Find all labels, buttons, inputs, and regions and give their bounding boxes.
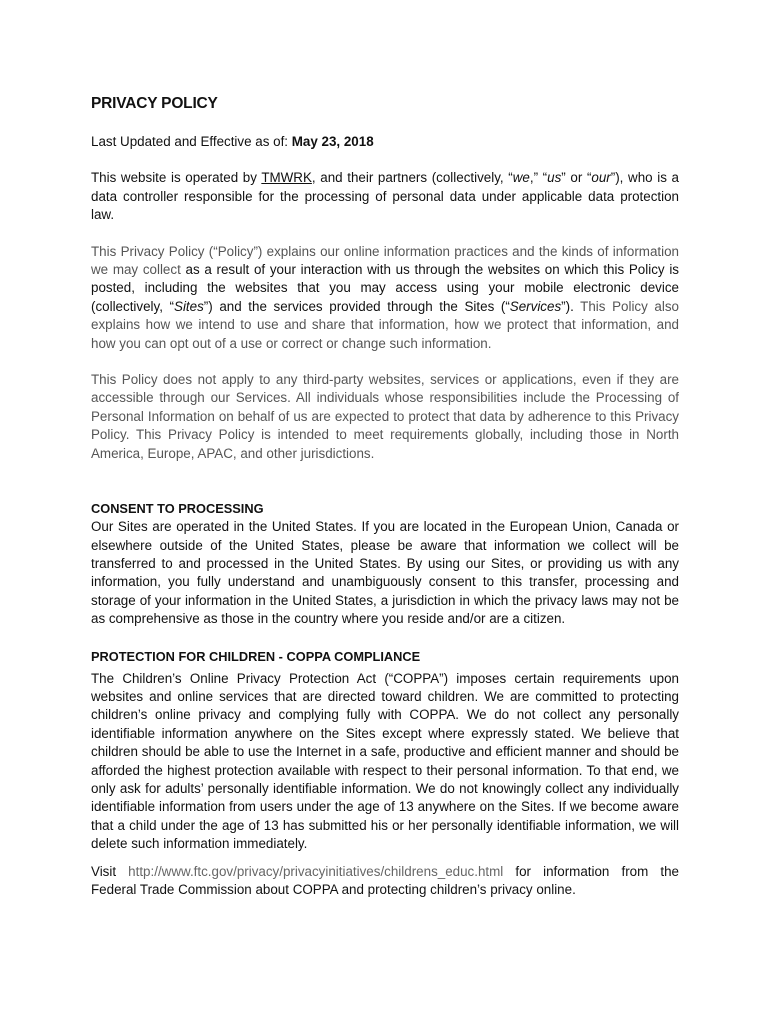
intro-text-2: , and their partners (collectively, “ — [311, 170, 513, 186]
coppa-heading: PROTECTION FOR CHILDREN - COPPA COMPLIANCE — [91, 648, 421, 664]
term-our: our — [591, 170, 611, 186]
intro-paragraph — [91, 169, 679, 224]
policy-text-dark-2: ”) and the services provided through the Sites (“ — [203, 298, 510, 314]
visit-text: Visit — [91, 863, 129, 879]
last-updated-line — [91, 133, 679, 151]
policy-text-dark-3: ”). — [561, 298, 574, 314]
policy-paragraph — [91, 243, 679, 353]
scope-paragraph: This Policy does not apply to any third-party websites, services or applications, even if they are accessible through our Services. All individuals whose responsibilities include the Processing of Personal Information on behalf of us are expected to protect that data by adherence to this Privacy Policy. This Privacy Policy is intended to meet requirements globally, including those in North America, Europe, APAC, and other jurisdictions. — [91, 372, 679, 461]
term-sites: Sites — [174, 298, 204, 314]
company-link[interactable]: TMWRK — [261, 170, 312, 186]
last-updated-date: May 23, 2018 — [291, 134, 374, 149]
policy-text-dark-1: as a result of your interaction with us through the websites on which this Policy is posted, including the websites that you may access using your mobile electronic device (collectively, “ — [91, 262, 679, 314]
coppa-paragraph: The Children’s Online Privacy Protection Act (“COPPA”) imposes certain requirements upon websites and online services that are directed toward children. We are committed to protecting children’s online privacy and complying fully with COPPA. We do not collect any personally identifiable information anywhere on the Sites except where expressly stated. We believe that children should be able to use the Internet in a safe, productive and efficient manner and should be afforded the highest protection available with respect to their personal information. To that end, we only ask for adults’ personally identifiable information. We do not knowingly collect any individually identifiable information from users under the age of 13 anywhere on the Sites. If we become aware that a child under the age of 13 has submitted his or her personally identifiable information, we will delete such information immediately. — [91, 670, 679, 852]
last-updated-label: Last Updated and Effective as of: — [91, 134, 292, 149]
visit-text-end: for information from the Federal Trade Commission about COPPA and protecting children’s privacy online. — [91, 863, 679, 897]
intro-text-5: ”), who is a data controller responsible for the processing of personal data under applicable data protection law. — [91, 170, 680, 223]
consent-heading: CONSENT TO PROCESSING — [91, 501, 264, 517]
ftc-link[interactable]: http://www.ftc.gov/privacy/privacyinitiatives/childrens_educ.html — [128, 863, 504, 879]
coppa-visit-paragraph — [91, 863, 679, 900]
policy-text-gray-end: This Policy also explains how we intend to use and share that information, how we protect that information, and how you can opt out of a use or correct or change such information. — [91, 298, 679, 351]
term-us: us — [547, 170, 562, 186]
term-we: we — [512, 170, 530, 186]
intro-text-1: This website is operated by — [91, 170, 262, 186]
page-title: PRIVACY POLICY — [91, 95, 218, 112]
consent-paragraph: Our Sites are operated in the United States. If you are located in the European Union, Canada or elsewhere outside of the United States, please be aware that information we collect will be transferred to and processed in the United States. By using our Sites, or providing us with any information, you fully understand and unambiguously consent to this transfer, processing and storage of your information in the United States, a jurisdiction in which the privacy laws may not be as comprehensive as those in the country where you reside and/or are a citizen. — [91, 519, 679, 627]
intro-text-4: ” or “ — [561, 170, 592, 186]
intro-text-3: ,” “ — [529, 170, 548, 186]
policy-text-gray-start: This Privacy Policy (“Policy”) explains our online information practices and the kinds of information we may collect — [91, 243, 679, 278]
term-services: Services — [509, 298, 562, 314]
document-page — [91, 93, 679, 899]
